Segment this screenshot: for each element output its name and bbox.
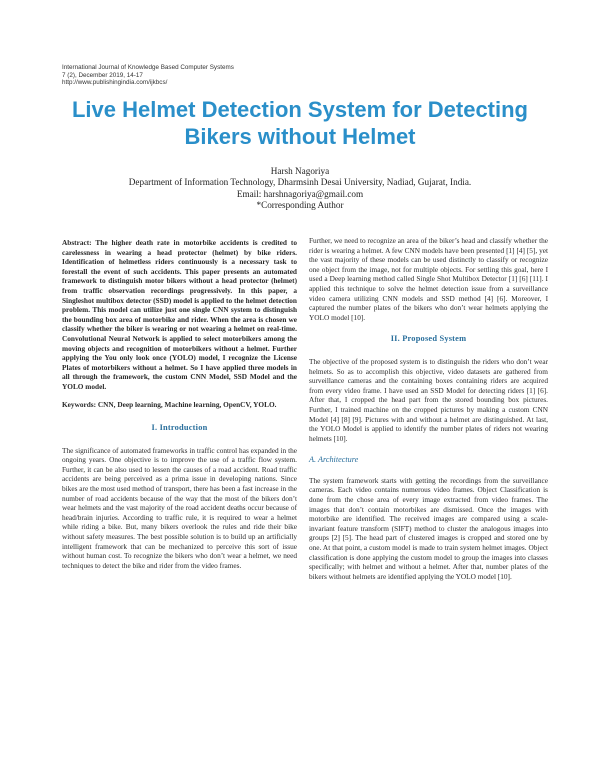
journal-url: http://www.publishingindia.com/ijkbcs/ [62, 79, 168, 87]
introduction-text: The significance of automated frameworks in traffic control has expanded in the ongoing years. One objective is to improve the use of a traffic flow system. Further, it can be also used to lessen the causes of a road accident. Road traffic accidents are being perceived as a prima issue in developing nations. Since bikes are the most used method of transport, there has been a fast increase in the number of road accidents because of the way that the most of the bikers don’t wear helmets and the vast majority of the road accident deaths occur because of head/brain injuries. According to traffic rule, it is required to wear a helmet while riding a bike. But, many bikers overlook the rules and ride their bike without safety measures. The best possible solution is to build up an artificially intelligent framework that can be mechanized to perceive this sort of issue without human cost. To recognize the bikers who don’t wear a helmet, we need techniques to detect the bike and rider from the video frames. [62, 445, 297, 570]
journal-issue: 7 (2), December 2019, 14-17 [62, 71, 143, 79]
journal-name: International Journal of Knowledge Based Computer Systems [62, 64, 234, 71]
author-email: Email: harshnagoriya@gmail.com [236, 188, 364, 199]
title-line-1: Live Helmet Detection System for Detecting [71, 97, 528, 122]
subsection-heading-architecture: A. Architecture [309, 455, 359, 465]
introduction-continued: Further, we need to recognize an area of the biker’s head and classify whether the rider is wearing a helmet. A few CNN models have been presented [1] [4] [5], yet the vast majority of these models can be used distinctly to classify or recognize one object from the image, not for multiple objects. For settling this goal, here I used a Deep learning method called Single Shot Multibox Detector [1] [6] [11]. I applied this technique to solve the helmet detection issue from a surveillance video camera utilizing CNN models and SSD method [4] [6]. Moreover, I captured the number plates of the bikers who don’t wear helmets applying the YOLO model [10]. [309, 236, 548, 322]
corresponding-author-note: *Corresponding Author [256, 199, 344, 210]
section-heading-proposed-system: II. Proposed System [390, 334, 467, 344]
section-heading-introduction: I. Introduction [151, 423, 208, 433]
right-column [309, 236, 548, 587]
author-name: Harsh Nagoriya [270, 166, 330, 176]
author-block [40, 166, 560, 211]
journal-info [62, 64, 234, 87]
keywords: Keywords: CNN, Deep learning, Machine learning, OpenCV, YOLO. [62, 399, 277, 409]
proposed-system-text: The objective of the proposed system is to distinguish the riders who don’t wear helmets. So as to accomplish this objective, video datasets are gathered from surveillance cameras and the containing boxes containing riders are acquired from every video frame. I have used an SSD Model for detecting riders [1] [6]. After that, I cropped the head part from the stored bounding box pictures. Further, I trained machine on the cropped pictures by making a custom CNN Model [4] [8] [9]. Pictures with and without a helmet are distinguished. At last, the YOLO Model is applied to identify the number plates of riders not wearing helmets [10]. [309, 356, 548, 443]
author-affiliation: Department of Information Technology, Dharmsinh Desai University, Nadiad, Gujarat, India. [128, 177, 472, 188]
title-line-2: Bikers without Helmet [184, 124, 416, 149]
paper-title [40, 96, 560, 150]
abstract: Abstract: The higher death rate in motorbike accidents is credited to carelessness in wearing a head protector (helmet) by bike riders. Identification of helmetless riders continuously is a necessary task to forestall the event of such accidents. This paper presents an automated framework to distinguish motor bikers without a head protector (helmet) from traffic observation recordings progressively. In this paper, a Singleshot multibox detector (SSD) model is applied to the helmet detection problem. This model can utilize just one single CNN system to distinguish the bounding box area of motorbike and rider. When the area is chosen we classify whether the biker is wearing or not wearing a helmet on real-time. Convolutional Neural Network is applied to select motorbikers among the moving objects and recognition of motorbikers without a helmet. Further applying the You only look once (YOLO) model, I recognize the License Plates of motorbikers without a helmet. So I have applied three models in all through the framework, the custom CNN Model, SSD Model and the YOLO model. [62, 238, 297, 391]
architecture-text: The system framework starts with getting the recordings from the surveillance cameras. Each video contains numerous video frames. Object Classification is done from the chose area of every image extracted from video frames. The images that don’t contain motorbikes are dismissed. Once the images with motorbike are identified. The received images are compared using a scale-invariant feature transform (SIFT) method to cluster the analogous images into groups [2] [5]. The head part of clustered images is cropped and stored one by one. At that point, a custom model is made to train system helmet images. Object classification is done applying the custom model to group the images into classes specifically; with helmet and without a helmet. After that, number plates of the bikers without helmets are identified applying the YOLO model [10]. [309, 475, 548, 581]
left-column [62, 238, 297, 576]
